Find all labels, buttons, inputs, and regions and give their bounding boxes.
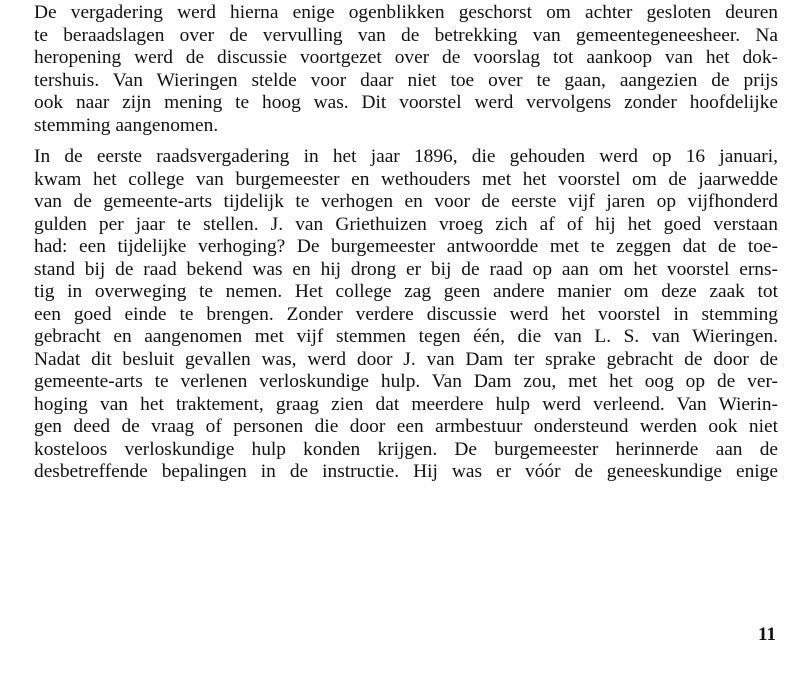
text-line: De vergadering werd hierna enige ogenblikken geschorst om achter gesloten deuren [34, 2, 778, 23]
text-line: te beraadslagen over de vervulling van de betrekking van gemeentegeneesheer. Na [34, 24, 778, 46]
text-line: van de gemeente-arts tijdelijk te verhogen en voor de eerste vijf jaren op vijfhonderd [34, 191, 778, 212]
text-line: gemeente-arts te verlenen verloskundige hulp. Van Dam zou, met het oog op de ver- [34, 371, 778, 392]
text-line: gebracht en aangenomen met vijf stemmen tegen één, die van L. S. van Wieringen. [34, 326, 778, 347]
text-line: Nadat dit besluit gevallen was, werd door J. van Dam ter sprake gebracht de door de [34, 348, 778, 370]
text-line: heropening werd de discussie voortgezet over de voorslag tot aankoop van het dok- [34, 47, 778, 68]
text-line: desbetreffende bepalingen in de instructie. Hij was er vóór de geneeskundige enige [34, 461, 778, 482]
text-line: ook naar zijn mening te hoog was. Dit voorstel werd vervolgens zonder hoofdelijke [34, 92, 778, 113]
text-line: In de eerste raadsvergadering in het jaar 1896, die gehouden werd op 16 januari, [34, 146, 778, 167]
document-page [34, 2, 778, 484]
text-line: stemming aangenomen. [34, 114, 219, 136]
text-line: kosteloos verloskundige hulp konden krijgen. De burgemeester herinnerde aan de [34, 438, 778, 460]
paragraph-2 [34, 146, 778, 484]
paragraph-1 [34, 2, 778, 137]
text-line: kwam het college van burgemeester en wethouders met het voorstel om de jaarwedde [34, 168, 778, 190]
text-line: tig in overweging te nemen. Het college zag geen andere manier om deze zaak tot [34, 281, 778, 302]
text-line: een goed einde te brengen. Zonder verdere discussie werd het voorstel in stemming [34, 303, 778, 325]
text-line: stand bij de raad bekend was en hij drong er bij de raad op aan om het voorstel erns- [34, 258, 778, 280]
text-line: gen deed de vraag of personen die door een armbestuur ondersteund werden ook niet [34, 416, 778, 437]
text-line: gulden per jaar te stellen. J. van Griethuizen vroeg zich af of hij het goed verstaan [34, 213, 778, 235]
page-number: 11 [758, 624, 776, 645]
text-line: had: een tijdelijke verhoging? De burgemeester antwoordde met te zeggen dat de toe- [34, 236, 778, 257]
text-line: tershuis. Van Wieringen stelde voor daar niet toe over te gaan, aangezien de prijs [34, 69, 778, 91]
text-line: hoging van het traktement, graag zien dat meerdere hulp werd verleend. Van Wierin- [34, 393, 778, 415]
